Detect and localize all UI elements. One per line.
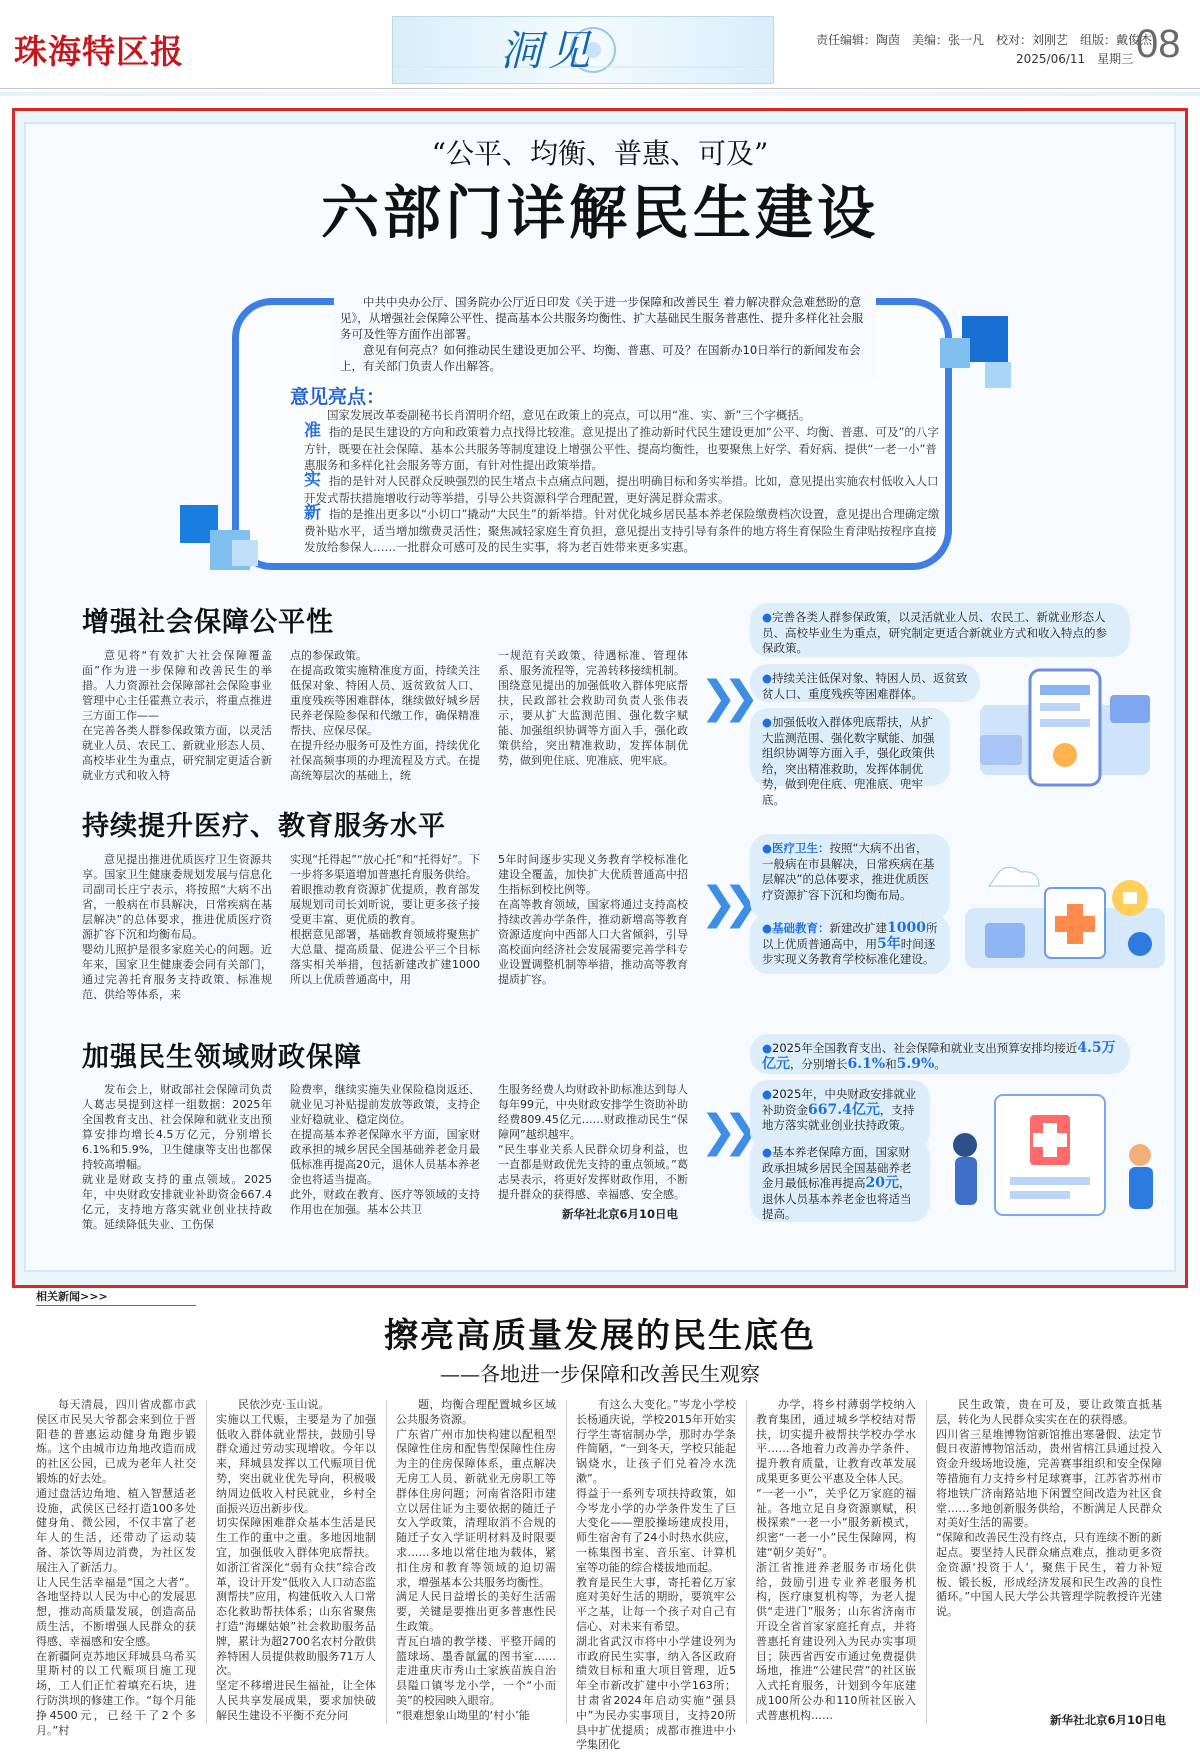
chevron-right-icon: ❯❯ xyxy=(700,1106,746,1157)
issue-date: 2025/06/11 星期三 xyxy=(1016,52,1134,66)
article-column xyxy=(498,1082,688,1202)
column-divider xyxy=(746,1400,747,1724)
lead-text-2: 意见有何亮点？如何推动民生建设更加公平、均衡、普惠、可及？在国新办10日举行的新闻发布会上，有关部门负责人作出解答。 xyxy=(340,343,861,373)
header-divider xyxy=(0,88,1200,89)
pill-text: 所以上优质普通高中，用 xyxy=(762,921,938,951)
pill-text: ，分别增长 xyxy=(790,1056,848,1071)
column-text: 办学，将乡村薄弱学校纳入教育集团，通过城乡学校结对帮扶，切实提升被帮扶学校办学水平……各地着力改善办学条件、提升教育质量，让教育改革发展成果更多更公平惠及全体人民。 “一老一小”，关乎亿万家庭的福祉。各地立足自身资源禀赋，积极探索“一老一小”服务新模式，织密“一老一小”民生保障网，构建“朝夕美好”。 浙江省推进养老服务市场化供给，鼓励引进专业养老服务机构，医疗康复机构等，为老人提供“走进门”服务；山东省济南市开设全省首家家庭托育点，并将普惠托育建设列入为民办实事项目；陕西省西安市通过免费提供场地，推进“公建民营”的社区嵌入式托育服务，计划到今年底建成100所公办和110所社区嵌入式普惠机构…… xyxy=(756,1398,916,1722)
pill-text: 按照“大病不出省，一般病在市县解决，日常疾病在基层解决”的总体要求，推进优质医疗资源扩容下沉和均衡布局。 xyxy=(762,841,935,902)
article-column xyxy=(498,852,688,987)
related-column xyxy=(396,1398,556,1724)
pill-text: 完善各类人群参保政策，以灵活就业人员、农民工、新就业形态人员、高校毕业生为重点，研究制定更适合新就业方式和收入特点的参保政策。 xyxy=(762,610,1107,655)
column-text: 发布会上，财政部社会保障司负责人葛志昊提到这样一组数据：2025年全国教育支出、社会保障和就业支出预算安排均增长4.5万亿元，分别增长6.1%和5.9%，卫生健康等支出也都保持较高增幅。 就业是财政支持的重点领域。2025年，中央财政安排就业补助资金667.4亿元，支持地方落实就业创业扶持政策。延续降低失业、工伤保 xyxy=(82,1083,272,1231)
column-text: 意见提出推进优质医疗卫生资源共享。国家卫生健康委规划发展与信息化司副司长庄宁表示，将按照“大病不出省，一般病在市县解决，日常疾病在基层解决”的总体要求，推进优质医疗资源扩容下沉和均衡布局。 婴幼儿照护是很多家庭关心的问题。近年来，国家卫生健康委会同有关部门，通过完善托育服务支持政策、标准规范、供给等体系，来 xyxy=(82,853,272,1001)
column-divider xyxy=(206,1400,207,1724)
related-dateline: 新华社北京6月10日电 xyxy=(1050,1713,1167,1727)
summary-pill: ●基础教育：新建改扩建1000所以上优质普通高中，用5年时间逐步实现义务教育学校标准化建设。 xyxy=(750,914,950,974)
related-subtitle: ——各地进一步保障和改善民生观察 xyxy=(440,1362,760,1386)
pill-text: 基本养老保障方面，国家财政承担城乡居民全国基础养老金月最低标准再提高 xyxy=(762,1145,912,1190)
pill-figure: 1000 xyxy=(887,920,927,936)
related-column xyxy=(576,1398,736,1753)
highlight-text: 指的是民生建设的方向和政策着力点找得比较准。意见提出了推动新时代民生建设更加“公平、均衡、普惠、可及”的八字方针，既要在社会保障、基本公共服务等制度建设上增强公平性、提高均衡性，也要聚焦上好学、看好病、提供“一老一小”普惠服务和多样化社会服务等方面，有针对性提出政策举措。 xyxy=(304,425,939,472)
highlight-key: 实 xyxy=(304,470,321,490)
section-title-medical-education: 持续提升医疗、教育服务水平 xyxy=(82,811,446,842)
highlight-item xyxy=(304,472,940,506)
summary-pill: ●医疗卫生：按照“大病不出省，一般病在市县解决，日常疾病在基层解决”的总体要求，推进优质医疗资源扩容下沉和均衡布局。 xyxy=(750,834,950,920)
highlight-item xyxy=(304,505,940,556)
column-divider xyxy=(386,1400,387,1724)
column-text: 意见将“有效扩大社会保障覆盖面”作为进一步保障和改善民生的举措。人力资源社会保障部社会保险事业管理中心主任霍燕立表示，将重点推进三方面工作—— 在完善各类人群参保政策方面，以灵活就业人员、农民工、新就业形态人员、高校毕业生为重点，研究制定更适合新就业方式和收入特 xyxy=(82,649,272,782)
column-text: 民依沙克·玉山说。 实施以工代赈，主要是为了加强低收入群体就业帮扶，鼓励引导群众通过劳动实现增收。今年以来，拜城县发挥以工代赈项目优势，突出就业优先导向，积极吸纳周边低收入村民就业，乡村全面振兴迈出新步伐。 切实保障困难群众基本生活是民生工作的重中之重。多地因地制宜，加强低收入群体兜底帮扶。如浙江省深化“弱有众扶”综合改革，设计开发“低收入人口动态监测帮扶”应用，构建低收入人口常态化救助帮扶体系；山东省聚焦打造“海螺姑娘”社会救助服务品牌，累计为超2700名农村分散供养特困人员提供救助服务71万人次。 坚定不移增进民生福祉，让全体人民共享发展成果，要求加快破解民生建设不平衡不充分问 xyxy=(216,1398,376,1722)
pill-text: 和 xyxy=(885,1056,897,1071)
pill-figure: 667.4亿元 xyxy=(808,1101,880,1118)
column-divider xyxy=(566,1400,567,1724)
deco-square xyxy=(985,362,1011,388)
deco-square xyxy=(232,540,258,566)
column-text: 题，均衡合理配置城乡区域公共服务资源。 广东省广州市加快构建以配租型保障性住房和配售型保障性住房为主的住房保障体系，重点解决无房工人员、新就业无房职工等群体住房问题；河南省洛阳市建立以居住证为主要依据的随迁子女入学政策，清理取消不合规的随迁子女入学证明材料及时限要求……多地以常住地为载体，紧扣住房和教育等领域的迫切需求，增强基本公共服务均衡性。 满足人民日益增长的美好生活需要，关键是要推出更多普惠性民生政策。 青瓦白墙的教学楼、平整开阔的篮球场、墨香氤氲的图书室……走进重庆市秀山土家族苗族自治县隘口镇岑龙小学，一个“小而美”的校园映入眼帘。 “很难想象山坳里的‘村小’能 xyxy=(396,1398,556,1722)
pill-text: 2025年，中央财政安排就业补助资金 xyxy=(762,1087,917,1117)
article-column xyxy=(82,852,272,1002)
summary-pill: ●基本养老保障方面，国家财政承担城乡居民全国基础养老金月最低标准再提高20元，退休人员基本养老金也将适当提高。 xyxy=(750,1138,930,1222)
pill-text: 加强低收入群体兜底帮扶，从扩大监测范围、强化数字赋能、加强组织协调等方面入手，强化政策供给，突出精准救助，发挥体制优势，做到兜住底、兜准底、兜牢底。 xyxy=(762,715,935,807)
section-title-social-security: 增强社会保障公平性 xyxy=(82,607,334,638)
article-column xyxy=(290,1082,480,1217)
highlight-key: 新 xyxy=(304,503,321,523)
pill-figure: 5.9% xyxy=(896,1055,935,1072)
column-text: 实现“托得起”“放心托”和“托得好”。下一步将多渠道增加普惠托育服务供给。 着眼推动教育资源扩优提质，教育部发展规划司司长刘昕说，要让更多孩子接受更丰富、更优质的教育。 根据意见部署，基础教育领域将聚焦扩大总量、提高质量、促进公平三个目标落实相关举措，包括新建改扩建1000所以上优质普通高中，用 xyxy=(290,853,480,986)
pill-text: 。 xyxy=(934,1056,946,1071)
section-title: 洞见 xyxy=(500,26,597,75)
lead-paragraph xyxy=(334,290,876,378)
pill-text: 持续关注低保对象、特困人员、返贫致贫人口、重度残疾等困难群体。 xyxy=(762,671,968,701)
article-column xyxy=(82,1082,272,1232)
summary-pill: ●持续关注低保对象、特困人员、返贫致贫人口、重度残疾等困难群体。 xyxy=(750,664,980,702)
related-column xyxy=(756,1398,916,1724)
column-divider xyxy=(926,1400,927,1724)
related-column xyxy=(216,1398,376,1724)
header-band xyxy=(0,92,1200,96)
column-text: 有这么大变化。”岑龙小学校长杨通庆说，学校2015年开始实行学生寄宿制办学，那时办学条件简陋，“一到冬天，学校只能起锅烧水，让孩子们兑着冷水洗漱”。 得益于一系列专项扶持政策，如今岑龙小学的办学条件发生了巨大变化——塑胶操场建成投用，师生宿舍有了24小时热水供应，一栋集图书室、音乐室、计算机室等功能的综合楼拔地而起。 教育是民生大事，寄托着亿万家庭对美好生活的期盼，要筑牢公平之基，让每一个孩子对自己有信心、对未来有希望。 湖北省武汉市将中小学建设列为市政府民生实事，纳入各区政府绩效目标和重大项目管理，近5年全市新改扩建中小学163所；甘肃省2024年启动实施“强县中”为民办实事项目，支持20所县中扩优提质；成都市推进中小学集团化 xyxy=(576,1398,736,1752)
related-title: 擦亮高质量发展的民生底色 xyxy=(384,1316,816,1356)
highlight-key: 准 xyxy=(304,421,321,441)
highlight-item xyxy=(304,423,940,474)
highlight-text: 指的是针对人民群众反映强烈的民生堵点卡点痛点问题，提出明确目标和务实举措。比如，意见提出实施农村低收入人口开发式帮扶措施增收行动等举措，引导公共资源科学合理配置，更好满足群众需求。 xyxy=(304,474,939,505)
section-dateline: 新华社北京6月10日电 xyxy=(562,1207,679,1221)
column-text: 每天清晨，四川省成都市武侯区市民吴大爷都会来到位于晋阳巷的普惠运动健身角跑步锻炼。这个由城市边角地改造而成的社区公园，已成为老年人社交锻炼的好去处。 通过盘活边角地、植入智慧适老设施，武侯区已经打造100多处健身角、微公园，不仅丰富了老年人的生活，还带动了运动装备、茶饮等周边消费，为社区发展注入了新活力。 让人民生活幸福是“国之大者”。各地坚持以人民为中心的发展思想，推动高质量发展，创造高品质生活，不断增强人民群众的获得感、幸福感和安全感。 在新疆阿克苏地区拜城县乌希买里斯村的以工代赈项目施工现场，工人们正忙着填充石块，进行防洪坝的修建工作。“每个月能挣4500元，已经干了2个多月。”村 xyxy=(36,1398,196,1737)
highlights-title: 意见亮点： xyxy=(290,386,386,408)
lead-text-1: 中共中央办公厅、国务院办公厅近日印发《关于进一步保障和改善民生 着力解决群众急难愁盼的意见》，从增强社会保障公平性、提高基本公共服务均衡性、扩大基础民生服务普惠性、提升多样化社会服务可及性等方面作出部署。 xyxy=(340,295,864,341)
pill-text: 2025年全国教育支出、社会保障和就业支出预算安排均接近 xyxy=(772,1041,1078,1055)
summary-pill: ●完善各类人群参保政策，以灵活就业人员、农民工、新就业形态人员、高校毕业生为重点，研究制定更适合新就业方式和收入特点的参保政策。 xyxy=(750,603,1130,657)
chevron-right-icon: ❯❯ xyxy=(700,672,746,723)
illustration-medical xyxy=(955,848,1175,978)
column-text: 民生政策，贵在可及，要让政策直抵基层，转化为人民群众实实在在的获得感。 四川省三星堆博物馆新馆推出寒暑假、法定节假日夜游博物馆活动，贵州省榕江县通过投入资金升级场地设施，完善赛事组织和安全保障等措施有力支持乡村足球赛事，江苏省苏州市将地铁广济南路站地下闲置空间改造为社区食堂……多地创新服务供给，不断满足人民群众对美好生活的需要。 “保障和改善民生没有终点，只有连续不断的新起点。要坚持人民群众痛点难点，推动更多资金资源‘投资于人’，聚焦于民生，着力补短板、锻长板，形成经济发展和民生改善的良性循环。”中国人民大学公共管理学院教授许光建说。 xyxy=(936,1398,1162,1619)
headline: 六部门详解民生建设 xyxy=(320,179,879,247)
pill-figure: 20元 xyxy=(865,1175,899,1191)
pill-label: 基础教育： xyxy=(772,921,830,935)
illustration-mobile-app xyxy=(960,665,1170,795)
related-column xyxy=(36,1398,196,1738)
pill-figure: 5年 xyxy=(877,935,901,952)
pill-text: ，支持地方落实就业创业扶持政策。 xyxy=(762,1102,915,1132)
column-text: 险费率，继续实施失业保险稳岗返还、就业见习补贴提前发放等政策，支持企业好稳就业、稳定岗位。 在提高基本养老保障水平方面，国家财政承担的城乡居民全国基础养老金月最低标准再提高20元，退休人员基本养老金也将适当提高。 此外，财政在教育、医疗等领域的支持作用也在加强。基本公共卫 xyxy=(290,1083,480,1216)
column-text: 5年时间逐步实现义务教育学校标准化建设全覆盖，加快扩大优质普通高中招生指标到校比例等。 在高等教育领域，国家将通过支持高校持续改善办学条件，推动新增高等教育资源适度向中西部人口大省倾斜，引导高校面向经济社会发展需要完善学科专业设置调整机制等举措，推动高等教育提质扩容。 xyxy=(498,853,688,986)
pill-label: 医疗卫生： xyxy=(772,841,830,855)
illustration-fiscal xyxy=(935,1085,1170,1225)
column-text: 一规范有关政策、待遇标准、管理体系、服务流程等，完善转移接续机制。 围绕意见提出的加强低收入群体兜底帮扶，民政部社会救助司负责人张伟表示，要从扩大监测范围、强化数字赋能、加强组织协调等方面入手，强化政策供给，突出精准救助，发挥体制优势，做到兜住底、兜准底、兜牢底。 xyxy=(498,649,688,767)
pill-text: 时间逐步实现义务教育学校标准化建设。 xyxy=(762,936,936,966)
summary-pill: ●2025年，中央财政安排就业补助资金667.4亿元，支持地方落实就业创业扶持政策。 xyxy=(750,1080,930,1150)
chevron-right-icon: ❯❯ xyxy=(700,878,746,929)
column-text: 生服务经费人均财政补助标准达到每人每年99元，中央财政安排学生资助补助经费809.45亿元……财政推动民生“保障网”越织越牢。 “民生事业关系人民群众切身利益，也一直都是财政优先支持的重点领域。”葛志昊表示，将更好发挥财政作用，不断提升群众的获得感、幸福感、安全感。 xyxy=(498,1083,688,1201)
related-news-tag: 相关新闻>>> xyxy=(36,1290,108,1303)
summary-pill: ●2025年全国教育支出、社会保障和就业支出预算安排均接近4.5万亿元，分别增长6.1%和5.9%。 xyxy=(750,1034,1130,1074)
newspaper-logo: 珠海特区报 xyxy=(14,32,184,71)
pill-figure: 4.5万亿元 xyxy=(762,1040,1116,1072)
kicker: “公平、均衡、普惠、可及” xyxy=(431,137,769,170)
pill-text: ，退休人员基本养老金也将适当提高。 xyxy=(762,1176,912,1221)
related-column xyxy=(936,1398,1162,1620)
section-title-fiscal: 加强民生领域财政保障 xyxy=(82,1042,362,1073)
article-column xyxy=(290,852,480,987)
deco-square xyxy=(940,338,970,368)
editor-credits: 责任编辑：陶茵 美编：张一凡 校对：刘刚艺 组版：戴俊杰 xyxy=(816,33,1153,47)
highlights-intro: 国家发展改革委副秘书长肖渭明介绍，意见在政策上的亮点，可以用“准、实、新”三个字概括。 xyxy=(327,408,811,422)
highlight-text: 指的是推出更多以“小切口”撬动“大民生”的新举措。针对优化城乡居民基本养老保险缴费档次设置，意见提出合理确定缴费补贴水平，适当增加缴费灵活性；聚焦减轻家庭生育负担，意见提出支持引导有条件的地方将生育保险生育津贴按程序直接发放给参保人……一批群众可感可及的民生实事，将为老百姓带来更多实惠。 xyxy=(304,507,940,554)
summary-pill: ●加强低收入群体兜底帮扶，从扩大监测范围、强化数字赋能、加强组织协调等方面入手，强化政策供给，突出精准救助，发挥体制优势，做到兜住底、兜准底、兜牢底。 xyxy=(750,708,950,786)
related-divider xyxy=(36,1305,196,1306)
pill-figure: 6.1% xyxy=(847,1055,886,1072)
pill-text: 新建改扩建 xyxy=(829,921,888,935)
article-column xyxy=(290,648,480,783)
article-column xyxy=(82,648,272,783)
column-text: 点的参保政策。 在提高政策实施精准度方面，持续关注低保对象、特困人员、返贫致贫人口、重度残疾等困难群体，继续做好城乡居民养老保险参保和代缴工作，确保精准帮扶、应保尽保。 在提升经办服务可及性方面，持续优化社保高频事项的办理流程及方式。在提高统筹层次的基础上，统 xyxy=(290,649,480,782)
page-number: 08 xyxy=(1136,22,1181,66)
article-column xyxy=(498,648,688,768)
